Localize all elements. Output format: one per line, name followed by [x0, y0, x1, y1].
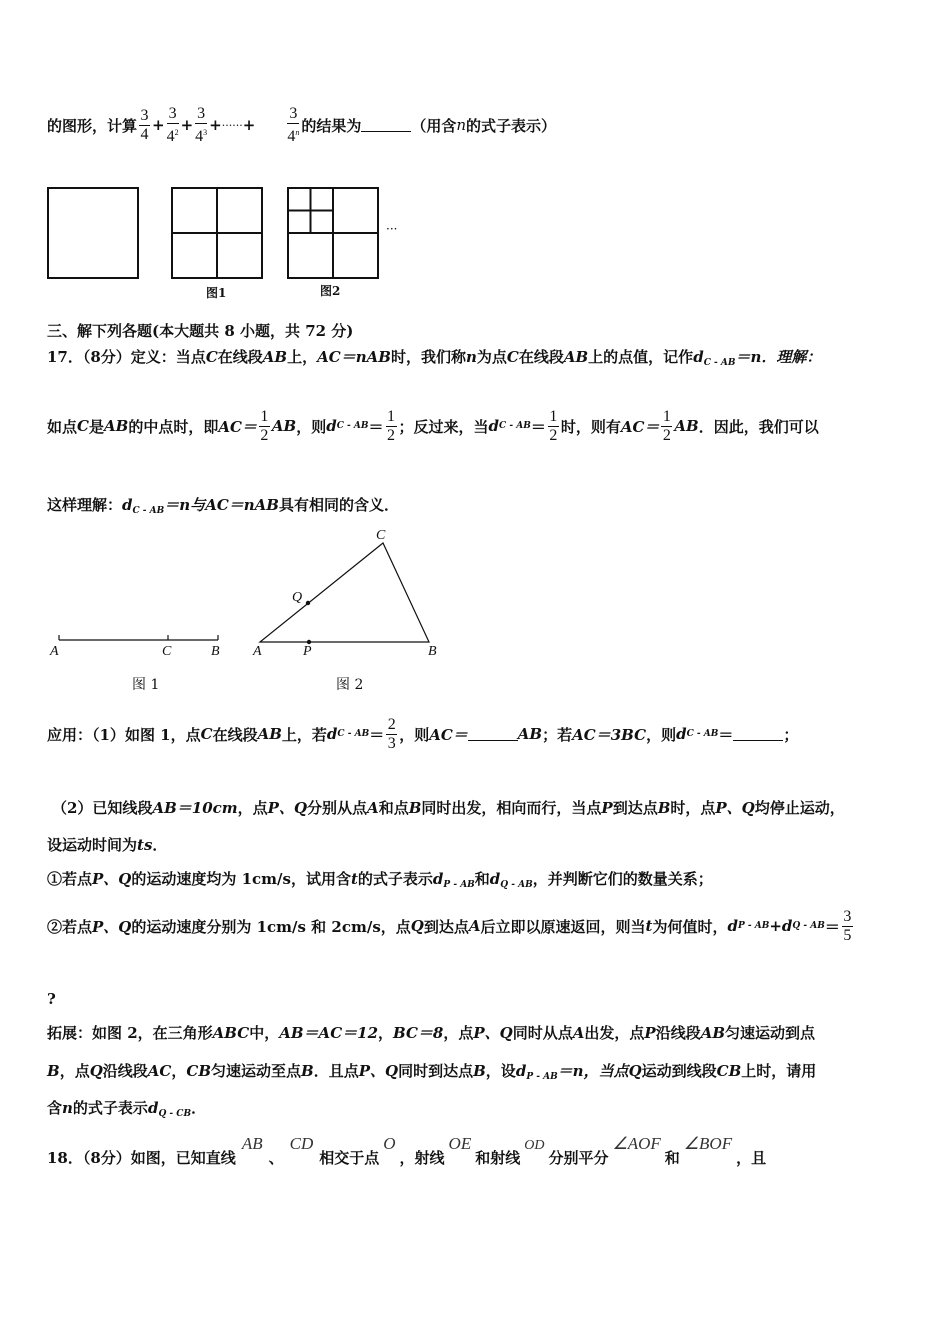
fig2-label-P: P: [303, 644, 312, 659]
note-var: n: [456, 116, 467, 134]
q17-case-2: ②若点 P、Q 的运动速度分别为 1cm/s 和 2cm/s，点 Q 到达点 A 后立即以原速返回，则当 t 为何值时， d P - AB +d Q - AB ＝ $\frac{3}{5}$: [47, 907, 852, 944]
squares-figure: [40, 182, 460, 302]
top-line: [47, 100, 556, 150]
square-1: [172, 188, 262, 278]
top-prefix: 的图形，计算: [47, 116, 138, 135]
frac-1: $\frac{3}{4}$: [140, 106, 149, 143]
square-2: [288, 188, 378, 278]
fig1-label-B: B: [211, 644, 220, 659]
squares-label-2: 图2: [320, 284, 341, 298]
q17-question-mark: ?: [47, 990, 56, 1008]
dots: ······: [221, 118, 243, 132]
q18-line-1: 18．（8分）如图，已知直线 AB 、 CD 相交于点 O ，射线 OE 和射线 OD 分别平分 ∠AOF 和 ∠BOF ，且: [47, 1134, 767, 1167]
q17-extension-line-1: 拓展：如图 2，在三角形ABC中，AB＝AC＝12，BC＝8，点P、Q同时从点A出发，点P沿线段AB匀速运动到点: [47, 1024, 816, 1042]
half-frac-3: $\frac{1}{2}$: [549, 407, 558, 444]
answer-blank-AC[interactable]: [468, 728, 518, 741]
plus-1: +: [152, 116, 165, 134]
q17-line-2: 如点 C 是 AB 的中点时，即 AC＝ $\frac{1}{2}$ AB ，则 d C - AB ＝ $\frac{1}{2}$ ；反过来，当 d C - AB ＝ $\frac{1}{2}$ 时，则有 AC＝ $\frac{1}{2}$ AB ．因此，我们可以: [47, 407, 819, 444]
half-frac-1: $\frac{1}{2}$: [260, 407, 269, 444]
top-suffix: 的结果为: [301, 116, 362, 135]
q17-part-2-line-2: 设运动时间为ts．: [47, 836, 168, 854]
q17-line-1: 17．（8分）定义：当点C在线段AB上，AC＝nAB时，我们称n为点C在线段AB上的点值，记作$d_{C - AB}=n$．理解：: [47, 348, 822, 368]
squares-label-1: 图1: [206, 286, 227, 300]
q17-extension-line-3: 含n的式子表示$d_{Q - CB}$．: [47, 1099, 207, 1119]
fig2-label-C: C: [376, 528, 386, 543]
frac-4: $\frac{3}{4^n}$: [287, 104, 300, 145]
triangle-figure-2: [250, 530, 450, 660]
q17-part-2-line-1: （2）已知线段AB＝10cm，点P、Q分别从点A和点B同时出发，相向而行，当点P到达点B时，点P、Q均停止运动，: [52, 799, 845, 817]
fig1-caption: 图 1: [132, 677, 160, 693]
fig2-label-Q: Q: [292, 590, 303, 605]
fig2-caption: 图 2: [336, 677, 364, 693]
plus-2: +: [180, 116, 194, 134]
plus-3: +: [209, 116, 222, 134]
half-frac-4: $\frac{1}{2}$: [662, 407, 671, 444]
segment-figure-1: [50, 630, 230, 660]
q17-case-1: ①若点P、Q的运动速度均为 1cm/s，试用含t的式子表示$d_{P - AB}$和$d_{Q - AB}$，并判断它们的数量关系；: [47, 870, 713, 890]
answer-blank-top[interactable]: [361, 119, 411, 132]
two-thirds-frac: $\frac{2}{3}$: [387, 715, 396, 752]
answer-blank-dCAB[interactable]: [733, 728, 783, 741]
q17-extension-line-2: B，点Q沿线段AC，CB匀速运动至点B．且点P、Q同时到达点B，设$d_{P - AB}=n$，当点Q运动到线段CB上时，请用: [47, 1062, 817, 1082]
square-0: [48, 188, 138, 278]
three-fifths-frac: $\frac{3}{5}$: [843, 907, 852, 944]
squares-ellipsis: ···: [386, 222, 398, 236]
note-open: （用含: [411, 116, 457, 135]
point-Q: [306, 601, 310, 605]
fig1-label-C: C: [162, 644, 172, 659]
q17-line-3: 这样理解：$d_{C - AB}=n$与AC＝nAB具有相同的含义．: [47, 496, 400, 516]
q17-application-1: 应用：（1）如图 1，点 C 在线段 AB 上，若 d C - AB ＝ $\frac{2}{3}$ ，则 AC＝ AB ；若 AC＝3BC ，则 d C - AB ＝ ；: [47, 715, 799, 752]
fig2-label-B: B: [428, 644, 437, 659]
fig2-label-A: A: [253, 644, 262, 659]
fig1-label-A: A: [50, 644, 59, 659]
note-close: 的式子表示）: [466, 116, 557, 135]
section-3-title: 三、解下列各题(本大题共 8 小题，共 72 分): [47, 322, 354, 340]
frac-2: $\frac{3}{4^2}$: [166, 104, 179, 145]
frac-3: $\frac{3}{4^3}$: [195, 104, 208, 145]
half-frac-2: $\frac{1}{2}$: [387, 407, 396, 444]
plus-4: +: [242, 116, 256, 134]
